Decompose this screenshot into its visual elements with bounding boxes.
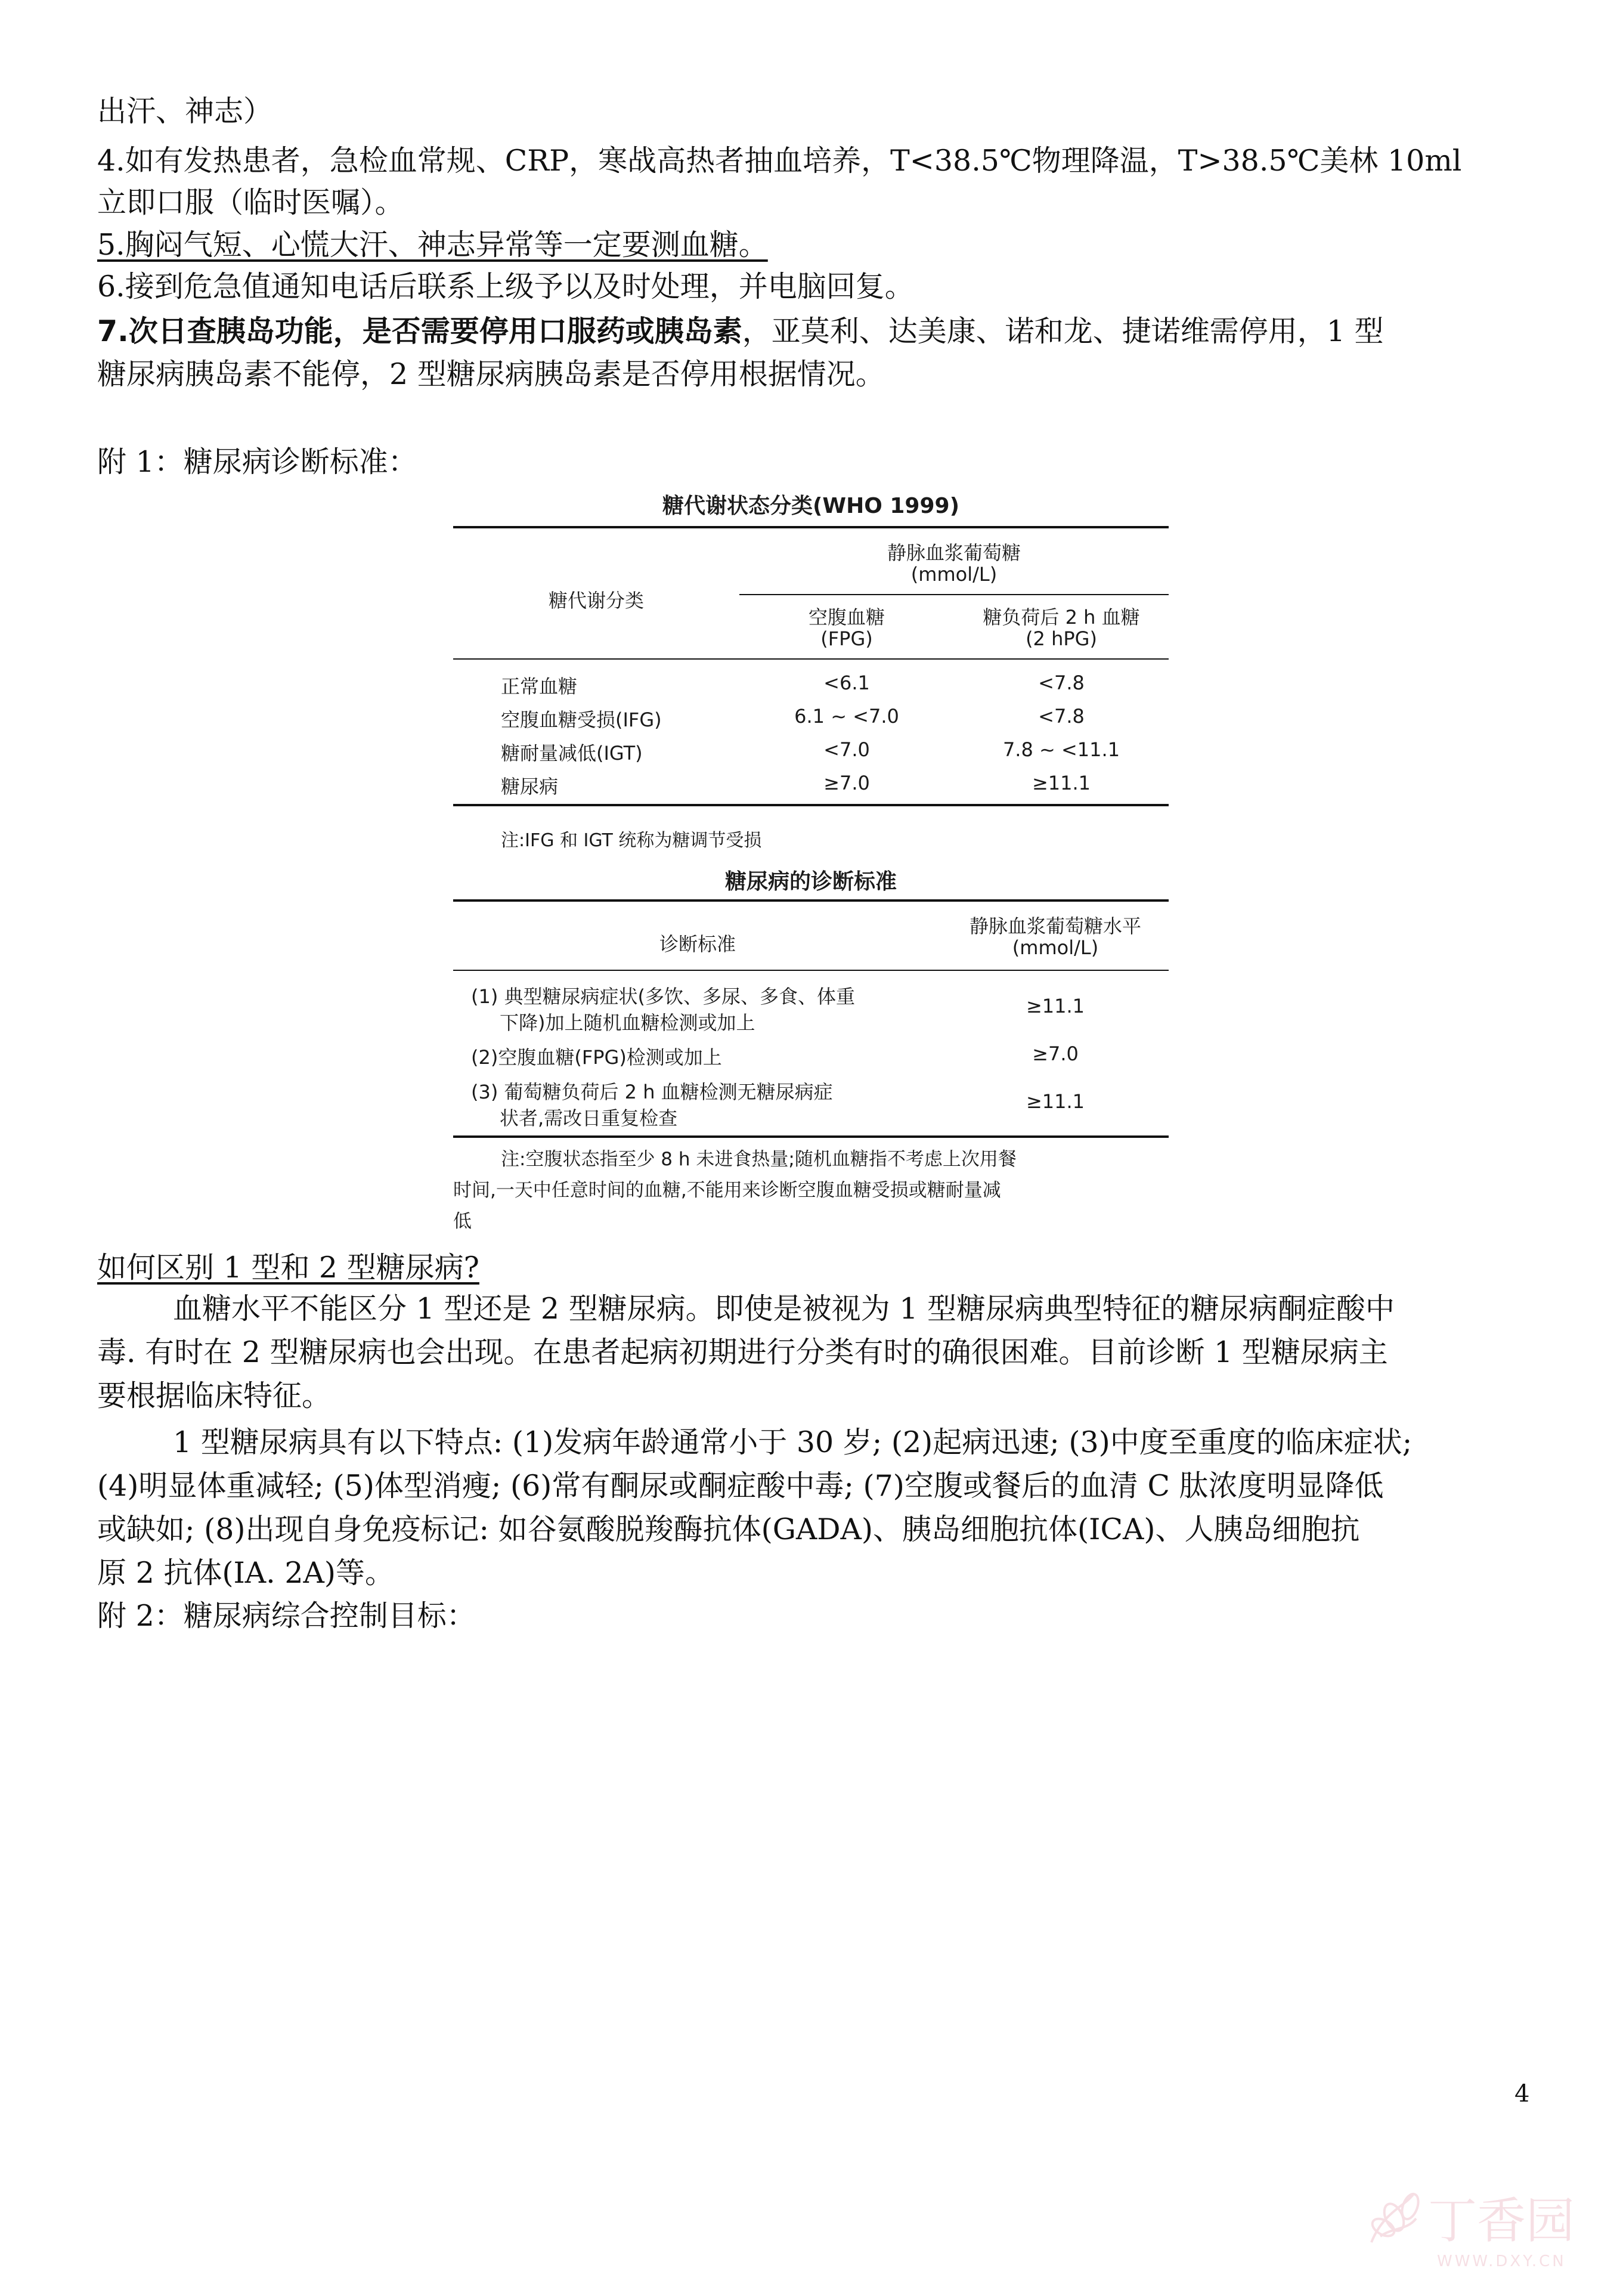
diagnosis-tables-figure [453,489,1169,1246]
table2-title: 糖尿病的诊断标准 [724,869,897,894]
table1-row-name: 正常血糖 [501,675,578,698]
table2-row-value: ≥7.0 [1032,1042,1079,1065]
table1-col-fpg-abbr: (FPG) [820,627,873,650]
table-rule [453,1135,1169,1138]
table1-col-category: 糖代谢分类 [548,589,644,612]
table1-row-2h: <7.8 [1038,672,1085,694]
page-number: 4 [1514,2080,1530,2108]
table2-row-line1: (1) 典型糖尿病症状(多饮、多尿、多食、体重 [471,985,855,1008]
watermark-url: WWW.DXY.CN [1437,2252,1566,2270]
table2-note-line: 低 [453,1211,472,1232]
table2-col-criteria: 诊断标准 [659,933,736,955]
table1-row-fpg: <6.1 [823,672,870,694]
table-rule [453,899,1169,902]
appendix-2-heading: 附 2：糖尿病综合控制目标： [97,1599,476,1633]
table-rule [453,658,1169,660]
table-rule [453,526,1169,528]
table1-col-fpg: 空腹血糖 [808,606,885,629]
table1-title: 糖代谢状态分类(WHO 1999) [662,494,960,518]
paragraph-line: 出汗、神志） [97,94,273,128]
watermark-logo [1348,2171,1598,2278]
paragraph-line: 立即口服（临时医嘱）。 [97,185,404,219]
table1-row-fpg: 6.1 ~ <7.0 [794,705,899,728]
paragraph-line: 原 2 抗体(IA. 2A)等。 [97,1556,395,1590]
table2-row-line2: 状者,需改日重复检查 [500,1107,678,1130]
table2-col-level: 静脉血浆葡萄糖水平 [969,915,1141,937]
paragraph-line: 毒. 有时在 2 型糖尿病也会出现。在患者起病初期进行分类有时的确很困难。目前诊断 1 型糖尿病主 [97,1335,1388,1369]
table1-row-fpg: ≥7.0 [823,772,870,794]
appendix-1-heading: 附 1：糖尿病诊断标准： [97,445,417,479]
paragraph-line [97,311,1383,352]
table2-row-line1: (2)空腹血糖(FPG)检测或加上 [471,1046,722,1069]
table2-note-line: 注:空腹状态指至少 8 h 未进食热量;随机血糖指不考虑上次用餐 [501,1149,1017,1170]
table1-row-name: 糖耐量减低(IGT) [501,742,643,765]
table2-col-level-unit: (mmol/L) [1012,936,1099,959]
table1-row-name: 糖尿病 [501,775,559,798]
section-heading: 如何区别 1 型和 2 型糖尿病? [97,1251,479,1285]
paragraph-line: 6.接到危急值通知电话后联系上级予以及时处理，并电脑回复。 [97,270,914,304]
paragraph-text: ，亚莫利、达美康、诺和龙、捷诺维需停用，1 型 [742,314,1384,348]
watermark-text: 丁香园 [1428,2193,1575,2249]
table2-row-value: ≥11.1 [1026,1090,1085,1113]
table1-col-2h: 糖负荷后 2 h 血糖 [983,606,1140,629]
table1-col-group: 静脉血浆葡萄糖 [887,541,1021,564]
table1-note: 注:IFG 和 IGT 统称为糖调节受损 [501,830,762,851]
paragraph-line: 血糖水平不能区分 1 型还是 2 型糖尿病。即使是被视为 1 型糖尿病典型特征的糖尿病酮症酸中 [173,1292,1395,1326]
table-rule [453,970,1169,971]
table1-row-2h: 7.8 ~ <11.1 [1002,738,1120,761]
paragraph-line: 4.如有发热患者，急检血常规、CRP，寒战高热者抽血培养，T<38.5℃物理降温，T>38.5℃美林 10ml [97,144,1462,178]
paragraph-line: 1 型糖尿病具有以下特点: (1)发病年龄通常小于 30 岁; (2)起病迅速; (3)中度至重度的临床症状; [173,1425,1413,1459]
table2-row-line2: 下降)加上随机血糖检测或加上 [500,1011,755,1034]
table1-row-2h: <7.8 [1038,705,1085,728]
table2-row-value: ≥11.1 [1026,995,1085,1017]
table1-col-2h-abbr: (2 hPG) [1026,627,1097,650]
table2-row-line1: (3) 葡萄糖负荷后 2 h 血糖检测无糖尿病症 [471,1081,833,1103]
paragraph-line: 或缺如; (8)出现自身免疫标记: 如谷氨酸脱羧酶抗体(GADA)、胰岛细胞抗体(ICA)、人胰岛细胞抗 [97,1512,1360,1546]
table1-row-2h: ≥11.1 [1032,772,1091,794]
table-rule [739,594,1169,595]
paragraph-line: 要根据临床特征。 [97,1379,332,1413]
paragraph-line: 糖尿病胰岛素不能停，2 型糖尿病胰岛素是否停用根据情况。 [97,357,885,391]
table1-col-group-unit: (mmol/L) [910,563,998,586]
paragraph-line: (4)明显体重减轻; (5)体型消瘦; (6)常有酮尿或酮症酸中毒; (7)空腹或餐后的血清 C 肽浓度明显降低 [97,1469,1384,1503]
table2-note-line: 时间,一天中任意时间的血糖,不能用来诊断空腹血糖受损或糖耐量减 [453,1180,1001,1201]
bold-phrase: 7.次日查胰岛功能，是否需要停用口服药或胰岛素 [97,314,742,348]
table1-row-name: 空腹血糖受损(IFG) [501,708,662,731]
table1-row-fpg: <7.0 [823,738,870,761]
underlined-line: 5.胸闷气短、心慌大汗、神志异常等一定要测血糖。 [97,228,768,262]
table-rule [453,804,1169,806]
